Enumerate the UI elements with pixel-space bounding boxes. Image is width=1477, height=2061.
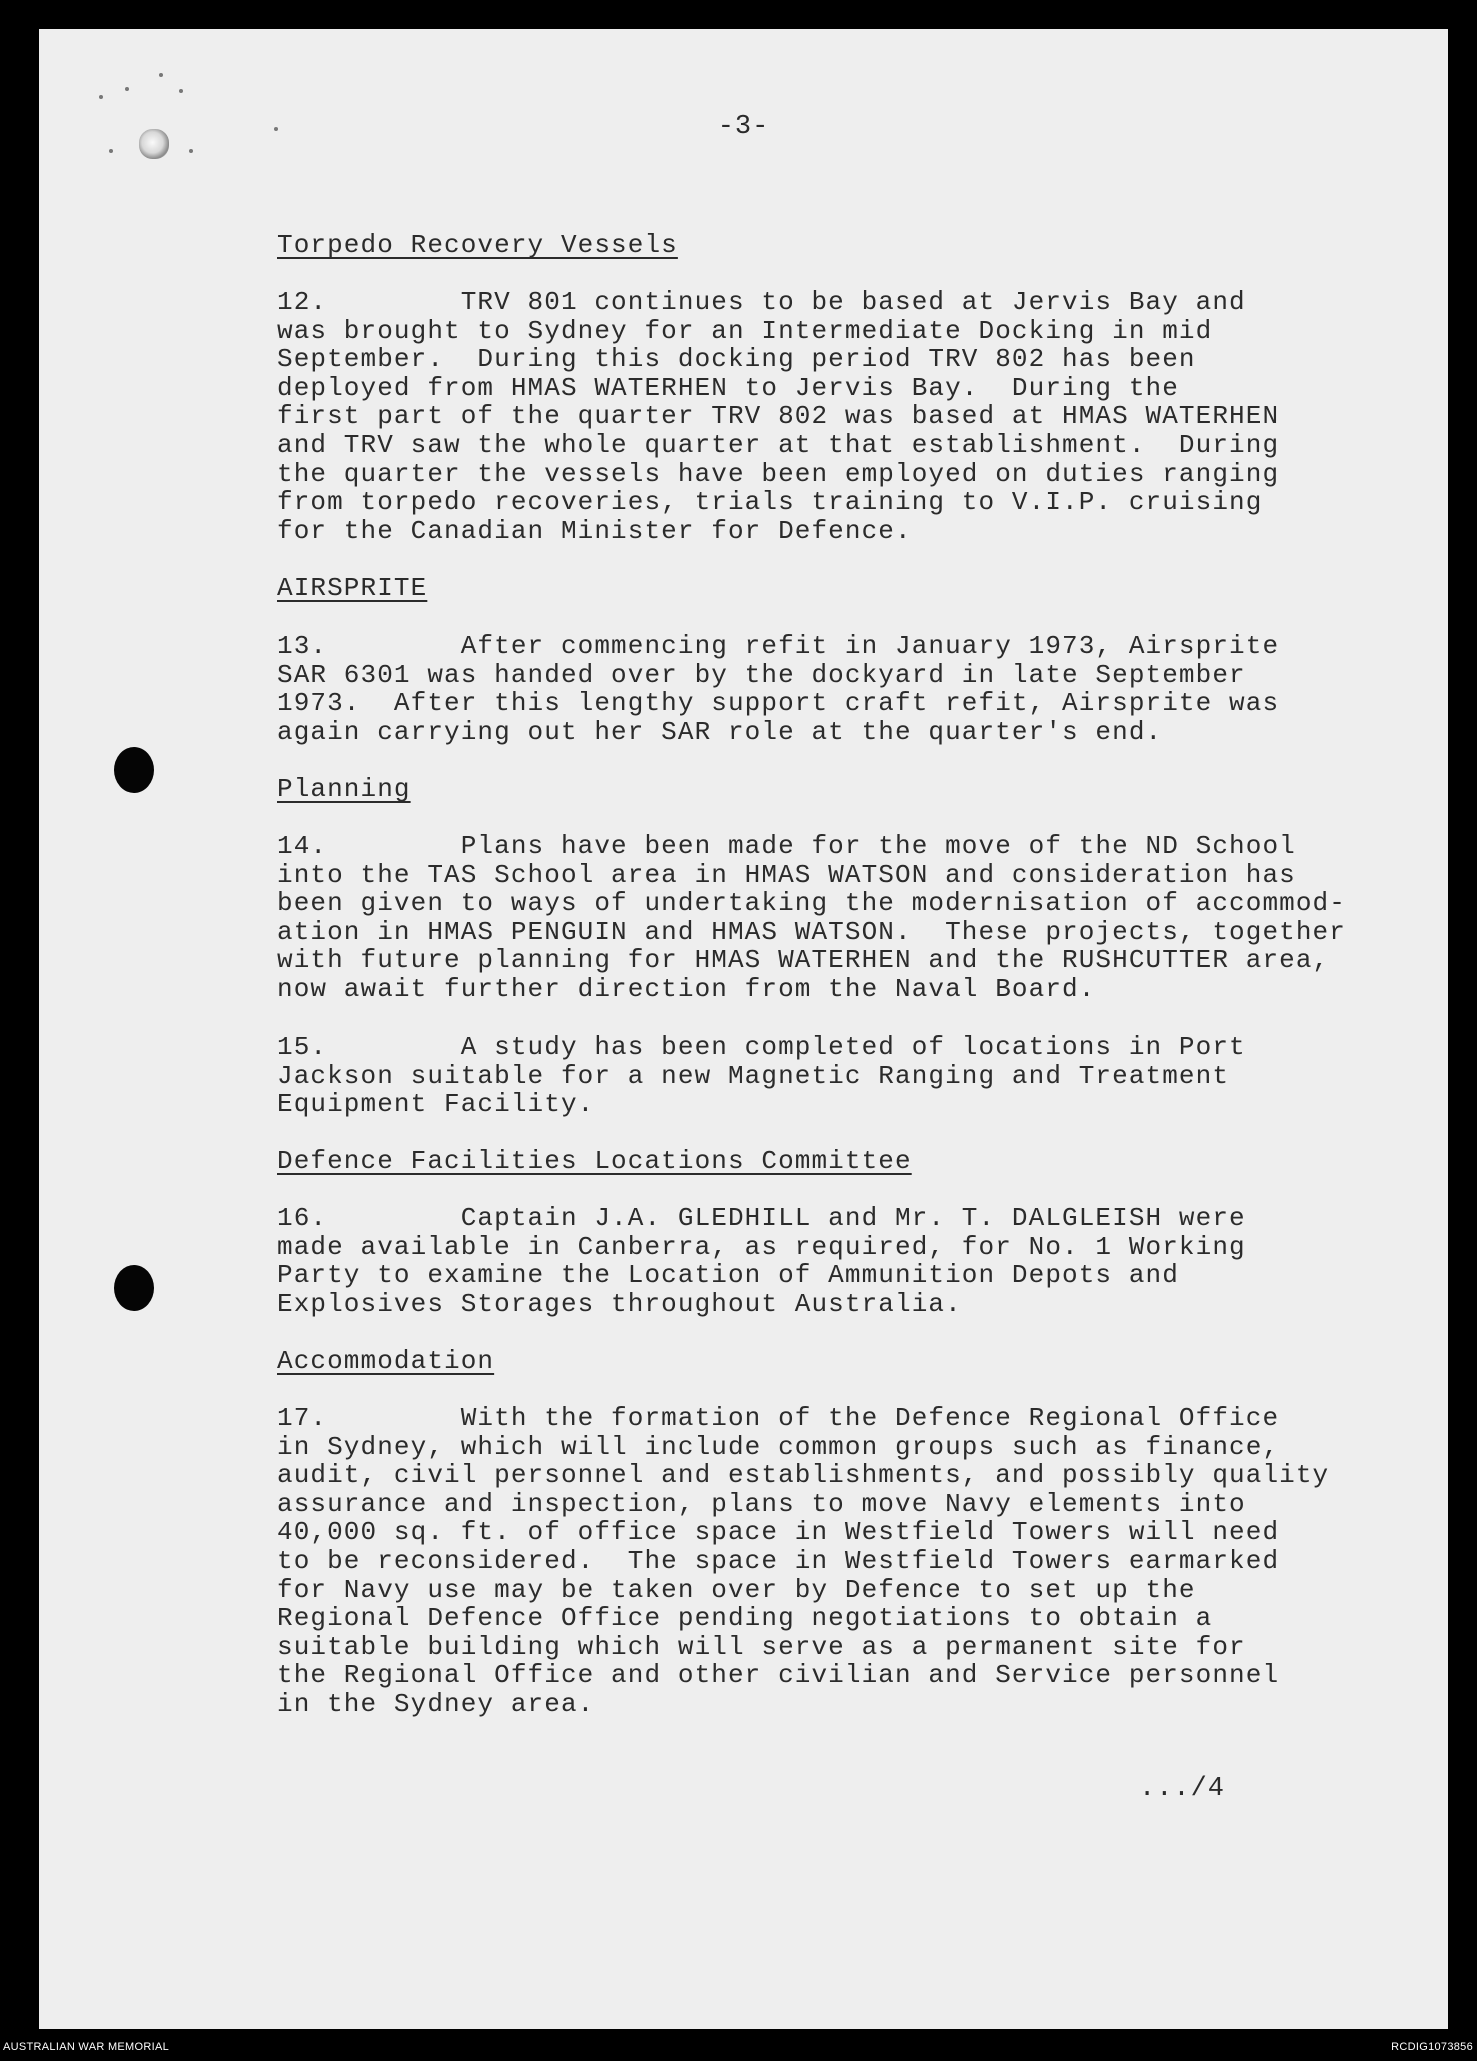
page-number: -3-	[717, 112, 770, 142]
pin-prick	[109, 149, 113, 153]
footer-archive-name: AUSTRALIAN WAR MEMORIAL	[3, 2041, 170, 2053]
paragraph-15: 15. A study has been completed of locations in Port Jackson suitable for a new Magnetic Ranging and Treatment Equipment Facility.	[277, 1032, 1246, 1120]
paragraph-13: 13. After commencing refit in January 1973, Airsprite SAR 6301 was handed over by the dockyard in late September 1973. After this lengthy support craft refit, Airsprite was again carrying out her SAR role at the quarter's end.	[277, 631, 1280, 747]
continuation-marker: .../4	[1139, 1774, 1226, 1804]
punch-hole	[114, 747, 154, 793]
pin-prick	[99, 95, 103, 99]
punch-hole	[114, 1265, 154, 1311]
pin-prick	[179, 89, 183, 93]
heading-accommodation: Accommodation	[277, 1346, 495, 1376]
paragraph-12: 12. TRV 801 continues to be based at Jervis Bay and was brought to Sydney for an Intermediate Docking in mid September. During this docking period TRV 802 has been deployed from HMAS WATERHEN to Jervis Bay. During the first part of the quarter TRV 802 was based at HMAS WATERHEN and TRV saw the whole quarter at that establishment. During the quarter the vessels have been employed on duties ranging from torpedo recoveries, trials training to V.I.P. cruising for the Canadian Minister for Defence.	[277, 287, 1280, 546]
pin-prick	[159, 73, 163, 77]
heading-planning: Planning	[277, 774, 411, 804]
heading-airsprite: AIRSPRITE	[277, 573, 428, 603]
pin-prick	[125, 87, 129, 91]
pin-prick	[189, 149, 193, 153]
heading-torpedo-recovery-vessels: Torpedo Recovery Vessels	[277, 230, 678, 260]
paragraph-17: 17. With the formation of the Defence Regional Office in Sydney, which will include common groups such as finance, audit, civil personnel and establishments, and possibly quality assurance and inspection, plans to move Navy elements into 40,000 sq. ft. of office space in Westfield Towers will need to be reconsidered. The space in Westfield Towers earmarked for Navy use may be taken over by Defence to set up the Regional Defence Office pending negotiations to obtain a suitable building which will serve as a permanent site for the Regional Office and other civilian and Service personnel in the Sydney area.	[277, 1403, 1330, 1719]
paragraph-14: 14. Plans have been made for the move of the ND School into the TAS School area in HMAS WATSON and consideration has been given to ways of undertaking the modernisation of accommod- ation in HMAS PENGUIN and HMAS WATSON. These projects, together with future planning for HMAS WATERHEN and the RUSHCUTTER area, now await further direction from the Naval Board.	[277, 831, 1346, 1004]
paragraph-16: 16. Captain J.A. GLEDHILL and Mr. T. DALGLEISH were made available in Canberra, as required, for No. 1 Working Party to examine the Location of Ammunition Depots and Explosives Storages throughout Australia.	[277, 1203, 1246, 1319]
heading-defence-facilities-locations-committee: Defence Facilities Locations Committee	[277, 1146, 912, 1176]
document-page	[39, 29, 1448, 2029]
footer-record-id: RCDIG1073856	[1391, 2041, 1473, 2053]
